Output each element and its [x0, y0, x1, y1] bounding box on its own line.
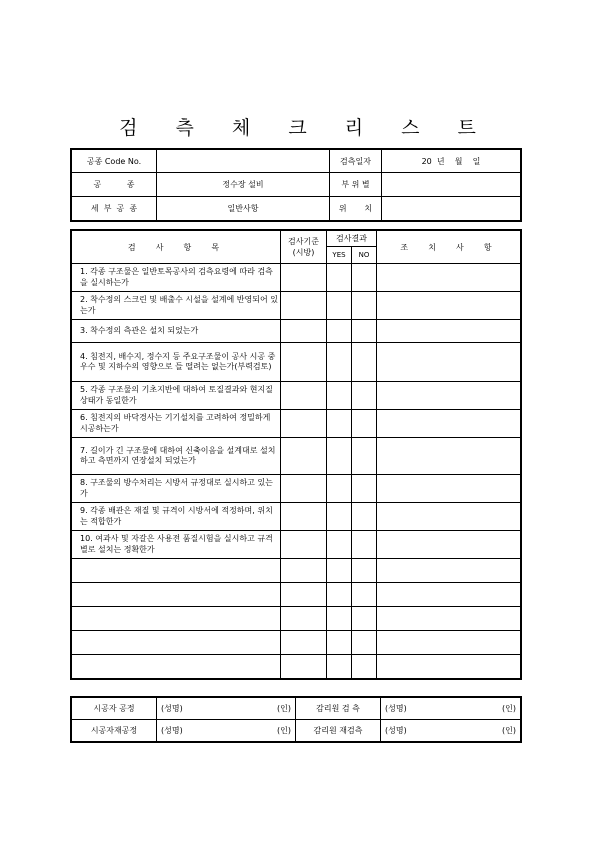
action-cell[interactable]: [377, 475, 521, 503]
action-cell[interactable]: [377, 531, 521, 559]
table-row: [72, 410, 521, 438]
location-value: [382, 197, 521, 221]
action-cell[interactable]: [377, 410, 521, 438]
table-row: [72, 503, 521, 531]
empty-cell[interactable]: [72, 607, 281, 631]
supervisor-seal-text: (인): [502, 704, 516, 713]
check-item: 1. 각종 구조물은 일반토목공사의 검측요령에 따라 검측을 실시하는가: [72, 264, 281, 292]
table-row: [72, 438, 521, 475]
contractor-label: 시공자 공정: [72, 698, 157, 720]
yes-cell[interactable]: [327, 292, 352, 320]
col-standard-sub: (시방): [292, 248, 315, 257]
empty-cell[interactable]: [72, 559, 281, 583]
table-row: [72, 264, 521, 292]
empty-cell[interactable]: [377, 583, 521, 607]
standard-cell[interactable]: [281, 410, 327, 438]
no-cell[interactable]: [352, 320, 377, 343]
detail-value: 일반사항: [157, 197, 330, 221]
action-cell[interactable]: [377, 438, 521, 475]
contractor-seal-text: (인): [277, 704, 291, 713]
action-cell[interactable]: [377, 320, 521, 343]
part-label: 부 위 별: [330, 173, 382, 197]
yes-cell[interactable]: [327, 320, 352, 343]
empty-cell[interactable]: [352, 631, 377, 655]
empty-cell[interactable]: [72, 631, 281, 655]
empty-cell[interactable]: [352, 655, 377, 679]
empty-cell[interactable]: [377, 607, 521, 631]
col-standard-label: 검사기준: [288, 237, 319, 246]
empty-cell[interactable]: [352, 559, 377, 583]
empty-cell[interactable]: [72, 655, 281, 679]
empty-cell[interactable]: [327, 607, 352, 631]
empty-cell[interactable]: [281, 655, 327, 679]
table-row: [72, 320, 521, 343]
col-standard-header: [281, 231, 327, 264]
check-item: 9. 각종 배관은 재질 및 규격이 시방서에 적정하며, 위치는 적합한가: [72, 503, 281, 531]
no-cell[interactable]: [352, 382, 377, 410]
col-result-header: 검사결과: [327, 231, 377, 247]
empty-cell[interactable]: [377, 559, 521, 583]
work-label: 공 종: [72, 173, 157, 197]
empty-row: [72, 583, 521, 607]
no-cell[interactable]: [352, 438, 377, 475]
supervisor-recheck-label: 감리원 재검측: [296, 720, 381, 742]
table-row: [72, 343, 521, 382]
yes-cell[interactable]: [327, 438, 352, 475]
empty-cell[interactable]: [327, 655, 352, 679]
no-cell[interactable]: [352, 343, 377, 382]
empty-cell[interactable]: [281, 631, 327, 655]
col-item-header: 검 사 항 목: [72, 231, 281, 264]
contractor-name-text: (성명): [161, 704, 183, 713]
no-cell[interactable]: [352, 531, 377, 559]
check-item: 6. 침전지의 바닥경사는 기기설치를 고려하여 정밀하게 시공하는가: [72, 410, 281, 438]
empty-row: [72, 559, 521, 583]
no-cell[interactable]: [352, 410, 377, 438]
empty-cell[interactable]: [327, 631, 352, 655]
work-code-label: 공종 Code No.: [72, 150, 157, 173]
check-item: 2. 착수정의 스크린 및 배출수 시설을 설계에 반영되어 있는가: [72, 292, 281, 320]
signature-table: [71, 697, 521, 742]
contractor-recheck-sign-cell[interactable]: [157, 720, 296, 742]
yes-cell[interactable]: [327, 531, 352, 559]
standard-cell[interactable]: [281, 503, 327, 531]
no-cell[interactable]: [352, 264, 377, 292]
action-cell[interactable]: [377, 343, 521, 382]
yes-cell[interactable]: [327, 410, 352, 438]
table-row: [72, 292, 521, 320]
standard-cell[interactable]: [281, 531, 327, 559]
table-row: [72, 531, 521, 559]
contractor-recheck-label: 시공자재공정: [72, 720, 157, 742]
standard-cell[interactable]: [281, 343, 327, 382]
yes-cell[interactable]: [327, 264, 352, 292]
check-item: 5. 각종 구조물의 기초지반에 대하여 토질결과와 현지질 상태가 동일한가: [72, 382, 281, 410]
action-cell[interactable]: [377, 503, 521, 531]
contractor-sign-cell[interactable]: [157, 698, 296, 720]
empty-row: [72, 655, 521, 679]
supervisor-sign-cell[interactable]: [381, 698, 521, 720]
part-value: [382, 173, 521, 197]
yes-cell[interactable]: [327, 475, 352, 503]
standard-cell[interactable]: [281, 320, 327, 343]
header-table: [71, 149, 521, 221]
empty-cell[interactable]: [72, 583, 281, 607]
empty-cell[interactable]: [281, 559, 327, 583]
empty-cell[interactable]: [377, 655, 521, 679]
empty-cell[interactable]: [377, 631, 521, 655]
empty-cell[interactable]: [352, 607, 377, 631]
col-action-header: 조 치 사 항: [377, 231, 521, 264]
yes-cell[interactable]: [327, 343, 352, 382]
check-item: 10. 여과사 및 자갈은 사용전 품질시험을 실시하고 규격별로 설치는 정확한가: [72, 531, 281, 559]
supervisor-label: 감리원 검 측: [296, 698, 381, 720]
check-item: 8. 구조물의 방수처리는 시방서 규정대로 실시하고 있는가: [72, 475, 281, 503]
contractor-recheck-name-text: (성명): [161, 726, 183, 735]
no-cell[interactable]: [352, 503, 377, 531]
checklist-table: [71, 230, 521, 679]
col-no-header: NO: [352, 247, 377, 264]
standard-cell[interactable]: [281, 292, 327, 320]
standard-cell[interactable]: [281, 475, 327, 503]
table-row: [72, 475, 521, 503]
no-cell[interactable]: [352, 292, 377, 320]
action-cell[interactable]: [377, 292, 521, 320]
inspection-date-value: 20 년 월 일: [382, 150, 521, 173]
action-cell[interactable]: [377, 264, 521, 292]
empty-cell[interactable]: [327, 583, 352, 607]
empty-row: [72, 607, 521, 631]
detail-label: 세 부 공 종: [72, 197, 157, 221]
empty-cell[interactable]: [327, 559, 352, 583]
empty-row: [72, 631, 521, 655]
yes-cell[interactable]: [327, 503, 352, 531]
supervisor-recheck-seal-text: (인): [502, 726, 516, 735]
standard-cell[interactable]: [281, 264, 327, 292]
empty-cell[interactable]: [281, 583, 327, 607]
check-item: 4. 침전지, 배수지, 정수지 등 주요구조물이 공사 시공 중 우수 및 지하수의 영향으로 들 떨려는 없는가(부력검토): [72, 343, 281, 382]
check-item: 3. 착수정의 측관은 설치 되었는가: [72, 320, 281, 343]
check-item: 7. 길이가 긴 구조물에 대하여 신축이음을 설계대로 설치하고 측면까지 연장설치 되었는가: [72, 438, 281, 475]
col-yes-header: YES: [327, 247, 352, 264]
page-title: 검 측 체 크 리 스 트: [119, 117, 492, 139]
yes-cell[interactable]: [327, 382, 352, 410]
supervisor-name-text: (성명): [385, 704, 407, 713]
inspection-date-label: 검측일자: [330, 150, 382, 173]
standard-cell[interactable]: [281, 438, 327, 475]
work-value: 정수장 설비: [157, 173, 330, 197]
no-cell[interactable]: [352, 475, 377, 503]
empty-cell[interactable]: [352, 583, 377, 607]
standard-cell[interactable]: [281, 382, 327, 410]
work-code-value: [157, 150, 330, 173]
supervisor-recheck-name-text: (성명): [385, 726, 407, 735]
contractor-recheck-seal-text: (인): [277, 726, 291, 735]
supervisor-recheck-sign-cell[interactable]: [381, 720, 521, 742]
empty-cell[interactable]: [281, 607, 327, 631]
location-label: 위 치: [330, 197, 382, 221]
table-row: [72, 382, 521, 410]
action-cell[interactable]: [377, 382, 521, 410]
